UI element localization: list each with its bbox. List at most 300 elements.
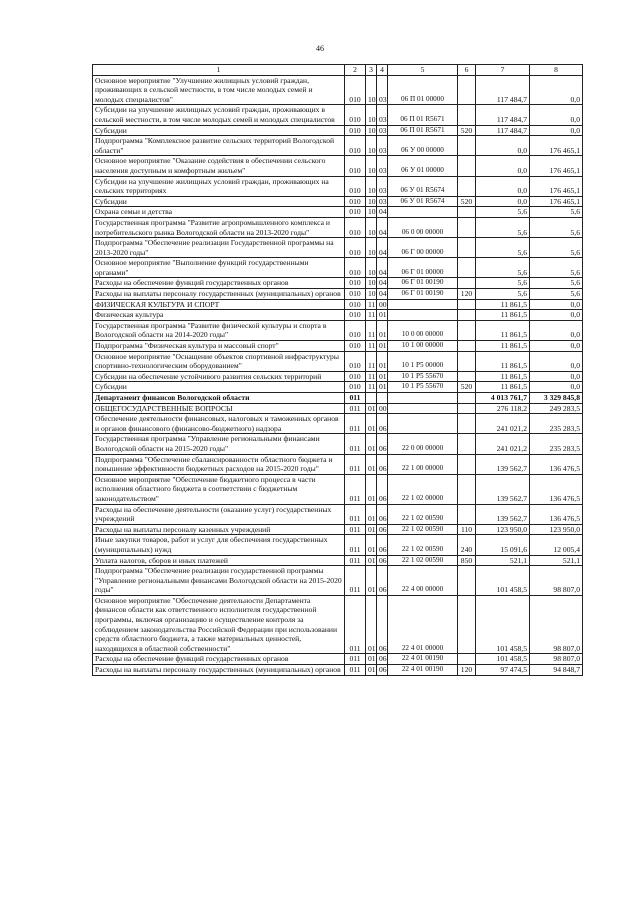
row-target-article-code: 22 4 01 00000	[388, 595, 458, 654]
row-expense-type-code	[458, 299, 476, 310]
row-subsection-code: 00	[377, 403, 388, 414]
row-expense-type-code: 120	[458, 289, 476, 300]
row-subsection-code: 03	[377, 136, 388, 156]
row-ministry-code: 010	[345, 207, 366, 218]
table-row	[93, 474, 583, 504]
row-ministry-code: 011	[345, 535, 366, 555]
row-subsection-code: 06	[377, 566, 388, 596]
row-name: Основное мероприятие "Выполнение функций государственными органами"	[93, 258, 345, 278]
row-subsection-code: 01	[377, 371, 388, 382]
row-expense-type-code	[458, 351, 476, 371]
table-row	[93, 136, 583, 156]
row-section-code: 10	[366, 289, 377, 300]
row-name: Основное мероприятие "Оказание содействия в обеспечении сельского населения доступным и комфортным жильем"	[93, 156, 345, 176]
row-ministry-code: 011	[345, 393, 366, 404]
row-amount-year-2: 0,0	[530, 125, 583, 136]
row-name: Основное мероприятие "Обеспечение деятельности Департамента финансов области как ответственного исполнителя государственной программы, включая организацию и осуществление контроля за соблюдением законодательства Российской Федерации при использовании средств областного бюджета, а также материальных ценностей, находящихся в областной собственности"	[93, 595, 345, 654]
row-expense-type-code: 520	[458, 125, 476, 136]
row-name: ОБЩЕГОСУДАРСТВЕННЫЕ ВОПРОСЫ	[93, 403, 345, 414]
row-ministry-code: 010	[345, 289, 366, 300]
row-target-article-code: 22 0 00 00000	[388, 434, 458, 454]
table-row	[93, 196, 583, 207]
row-expense-type-code	[458, 207, 476, 218]
row-expense-type-code	[458, 371, 476, 382]
row-subsection-code: 03	[377, 105, 388, 125]
row-amount-year-2: 12 005,4	[530, 535, 583, 555]
row-target-article-code: 06 П 01 R5671	[388, 105, 458, 125]
row-ministry-code: 010	[345, 105, 366, 125]
row-amount-year-1: 5,6	[476, 289, 530, 300]
row-name: Основное мероприятие "Обеспечение бюджетного процесса в части исполнения областного бюджета в соответствии с бюджетным законодательством"	[93, 474, 345, 504]
row-ministry-code: 010	[345, 341, 366, 352]
row-amount-year-1: 123 950,0	[476, 524, 530, 535]
row-amount-year-2: 176 465,1	[530, 156, 583, 176]
row-amount-year-1: 11 861,5	[476, 371, 530, 382]
row-target-article-code: 06 Г 01 00190	[388, 278, 458, 289]
row-ministry-code: 011	[345, 454, 366, 474]
row-target-article-code: 22 1 02 00590	[388, 504, 458, 524]
row-expense-type-code	[458, 393, 476, 404]
row-amount-year-1: 97 474,5	[476, 665, 530, 676]
row-expense-type-code	[458, 156, 476, 176]
row-ministry-code: 011	[345, 654, 366, 665]
row-name: Расходы на обеспечение функций государственных органов	[93, 278, 345, 289]
row-name: Подпрограмма "Обеспечение реализации Государственной программы на 2013-2020 годы"	[93, 238, 345, 258]
column-header: 2	[345, 65, 366, 76]
row-expense-type-code	[458, 217, 476, 237]
row-target-article-code: 10 1 P5 55670	[388, 371, 458, 382]
row-ministry-code: 011	[345, 474, 366, 504]
row-section-code: 10	[366, 278, 377, 289]
row-target-article-code: 06 Г 01 00190	[388, 289, 458, 300]
row-section-code: 01	[366, 595, 377, 654]
row-amount-year-2: 176 465,1	[530, 196, 583, 207]
column-header: 7	[476, 65, 530, 76]
row-amount-year-1: 139 562,7	[476, 454, 530, 474]
row-section-code: 01	[366, 535, 377, 555]
row-amount-year-2: 0,0	[530, 105, 583, 125]
row-target-article-code: 06 У 01 00000	[388, 156, 458, 176]
row-expense-type-code	[458, 258, 476, 278]
row-name: Расходы на выплаты персоналу казенных учреждений	[93, 524, 345, 535]
row-amount-year-1: 139 562,7	[476, 474, 530, 504]
row-expense-type-code	[458, 75, 476, 105]
row-name: Субсидии на улучшение жилищных условий граждан, проживающих в сельской местности, в том числе молодых семей и молодых специалистов	[93, 105, 345, 125]
row-amount-year-1: 0,0	[476, 136, 530, 156]
row-target-article-code: 22 1 02 00590	[388, 524, 458, 535]
row-section-code: 01	[366, 566, 377, 596]
row-expense-type-code	[458, 474, 476, 504]
row-name: Субсидии на обеспечение устойчивого развития сельских территорий	[93, 371, 345, 382]
row-ministry-code: 010	[345, 75, 366, 105]
row-amount-year-1: 241 021,2	[476, 414, 530, 434]
row-amount-year-1: 5,6	[476, 278, 530, 289]
row-amount-year-2: 5,6	[530, 258, 583, 278]
table-row	[93, 310, 583, 321]
row-amount-year-2: 0,0	[530, 341, 583, 352]
row-section-code: 10	[366, 238, 377, 258]
row-amount-year-1: 11 861,5	[476, 341, 530, 352]
row-subsection-code: 06	[377, 434, 388, 454]
row-amount-year-2: 0,0	[530, 310, 583, 321]
row-amount-year-2: 123 950,0	[530, 524, 583, 535]
row-target-article-code: 22 4 00 00000	[388, 566, 458, 596]
row-expense-type-code	[458, 320, 476, 340]
row-target-article-code: 10 1 00 00000	[388, 341, 458, 352]
row-expense-type-code: 520	[458, 382, 476, 393]
row-amount-year-2: 235 283,5	[530, 414, 583, 434]
row-section-code: 01	[366, 434, 377, 454]
row-target-article-code: 06 У 01 R5674	[388, 196, 458, 207]
table-row	[93, 665, 583, 676]
row-section-code: 01	[366, 504, 377, 524]
row-name: Государственная программа "Развитие агропромышленного комплекса и потребительского рынка Вологодской области на 2013-2020 годы"	[93, 217, 345, 237]
row-section-code: 01	[366, 665, 377, 676]
row-subsection-code: 06	[377, 595, 388, 654]
row-ministry-code: 011	[345, 403, 366, 414]
row-section-code: 11	[366, 320, 377, 340]
budget-table	[92, 64, 583, 676]
row-subsection-code	[377, 393, 388, 404]
table-row	[93, 351, 583, 371]
row-name: Охрана семьи и детства	[93, 207, 345, 218]
row-target-article-code: 22 1 00 00000	[388, 454, 458, 474]
row-amount-year-2: 5,6	[530, 278, 583, 289]
row-expense-type-code	[458, 654, 476, 665]
row-ministry-code: 011	[345, 566, 366, 596]
row-expense-type-code	[458, 341, 476, 352]
row-amount-year-2: 5,6	[530, 207, 583, 218]
row-expense-type-code: 240	[458, 535, 476, 555]
row-target-article-code	[388, 393, 458, 404]
table-row	[93, 524, 583, 535]
table-row	[93, 289, 583, 300]
row-ministry-code: 010	[345, 136, 366, 156]
row-subsection-code: 03	[377, 156, 388, 176]
row-name: Обеспечение деятельности финансовых, налоговых и таможенных органов и органов финансового (финансово-бюджетного) надзора	[93, 414, 345, 434]
row-section-code: 10	[366, 196, 377, 207]
row-amount-year-1: 101 458,5	[476, 595, 530, 654]
row-expense-type-code	[458, 238, 476, 258]
row-amount-year-1: 11 861,5	[476, 382, 530, 393]
row-expense-type-code: 850	[458, 555, 476, 566]
row-amount-year-1: 5,6	[476, 217, 530, 237]
table-row	[93, 555, 583, 566]
row-section-code: 10	[366, 217, 377, 237]
row-name: Государственная программа "Развитие физической культуры и спорта в Вологодской области на 2014-2020 годы"	[93, 320, 345, 340]
row-name: Субсидии	[93, 125, 345, 136]
row-amount-year-1: 117 484,7	[476, 125, 530, 136]
table-row	[93, 371, 583, 382]
row-subsection-code: 04	[377, 258, 388, 278]
row-target-article-code: 22 4 01 00190	[388, 665, 458, 676]
row-expense-type-code	[458, 595, 476, 654]
row-expense-type-code	[458, 434, 476, 454]
row-amount-year-2: 136 476,5	[530, 504, 583, 524]
row-ministry-code: 010	[345, 196, 366, 207]
row-amount-year-2: 98 807,0	[530, 566, 583, 596]
row-section-code: 10	[366, 156, 377, 176]
row-amount-year-2: 98 807,0	[530, 595, 583, 654]
row-subsection-code: 01	[377, 382, 388, 393]
row-section-code: 11	[366, 310, 377, 321]
row-amount-year-1: 11 861,5	[476, 299, 530, 310]
row-amount-year-2: 3 329 845,8	[530, 393, 583, 404]
row-subsection-code: 03	[377, 125, 388, 136]
table-row	[93, 217, 583, 237]
row-ministry-code: 010	[345, 310, 366, 321]
row-ministry-code: 010	[345, 125, 366, 136]
row-subsection-code: 06	[377, 535, 388, 555]
row-name: Субсидии на улучшение жилищных условий граждан, проживающих на сельских территориях	[93, 176, 345, 196]
row-expense-type-code	[458, 414, 476, 434]
row-section-code: 01	[366, 454, 377, 474]
row-section-code: 10	[366, 258, 377, 278]
row-amount-year-2: 5,6	[530, 238, 583, 258]
table-row	[93, 207, 583, 218]
row-amount-year-2: 136 476,5	[530, 474, 583, 504]
row-name: Подпрограмма "Комплексное развитие сельских территорий Вологодской области"	[93, 136, 345, 156]
row-amount-year-2: 235 283,5	[530, 434, 583, 454]
row-section-code: 10	[366, 75, 377, 105]
row-section-code: 10	[366, 207, 377, 218]
row-target-article-code	[388, 403, 458, 414]
row-name: ФИЗИЧЕСКАЯ КУЛЬТУРА И СПОРТ	[93, 299, 345, 310]
row-section-code: 01	[366, 403, 377, 414]
row-amount-year-1: 11 861,5	[476, 310, 530, 321]
row-ministry-code: 011	[345, 434, 366, 454]
row-amount-year-1: 5,6	[476, 258, 530, 278]
row-name: Расходы на выплаты персоналу государственных (муниципальных) органов	[93, 289, 345, 300]
row-section-code: 11	[366, 371, 377, 382]
row-section-code: 10	[366, 176, 377, 196]
row-amount-year-2: 136 476,5	[530, 454, 583, 474]
row-subsection-code: 04	[377, 289, 388, 300]
row-target-article-code	[388, 207, 458, 218]
row-amount-year-1: 11 861,5	[476, 320, 530, 340]
row-name: Физическая культура	[93, 310, 345, 321]
row-target-article-code	[388, 310, 458, 321]
table-row	[93, 341, 583, 352]
row-name: Департамент финансов Вологодской области	[93, 393, 345, 404]
row-expense-type-code	[458, 504, 476, 524]
row-target-article-code: 22 1 02 00590	[388, 555, 458, 566]
row-subsection-code: 03	[377, 196, 388, 207]
row-expense-type-code: 110	[458, 524, 476, 535]
row-amount-year-2: 0,0	[530, 75, 583, 105]
row-subsection-code: 06	[377, 654, 388, 665]
row-expense-type-code	[458, 566, 476, 596]
table-row	[93, 105, 583, 125]
row-amount-year-2: 0,0	[530, 371, 583, 382]
row-subsection-code: 01	[377, 320, 388, 340]
row-ministry-code: 011	[345, 524, 366, 535]
row-target-article-code: 10 1 P5 00000	[388, 351, 458, 371]
row-target-article-code: 22 4 01 00190	[388, 654, 458, 665]
row-subsection-code: 04	[377, 207, 388, 218]
row-amount-year-2: 0,0	[530, 382, 583, 393]
row-ministry-code: 010	[345, 351, 366, 371]
table-row	[93, 434, 583, 454]
row-subsection-code: 03	[377, 75, 388, 105]
row-target-article-code: 10 0 00 00000	[388, 320, 458, 340]
table-row	[93, 278, 583, 289]
row-amount-year-1: 276 118,2	[476, 403, 530, 414]
row-amount-year-2: 0,0	[530, 320, 583, 340]
table-row	[93, 535, 583, 555]
table-row	[93, 414, 583, 434]
row-subsection-code: 06	[377, 414, 388, 434]
column-header: 1	[93, 65, 345, 76]
row-section-code: 01	[366, 474, 377, 504]
row-section-code: 01	[366, 654, 377, 665]
row-amount-year-1: 15 091,6	[476, 535, 530, 555]
row-expense-type-code	[458, 176, 476, 196]
row-section-code: 10	[366, 125, 377, 136]
table-row	[93, 258, 583, 278]
table-row	[93, 125, 583, 136]
row-target-article-code	[388, 414, 458, 434]
row-name: Расходы на обеспечение деятельности (оказание услуг) государственных учреждений	[93, 504, 345, 524]
row-amount-year-2: 0,0	[530, 299, 583, 310]
row-amount-year-2: 176 465,1	[530, 136, 583, 156]
row-name: Расходы на выплаты персоналу государственных (муниципальных) органов	[93, 665, 345, 676]
row-amount-year-2: 176 465,1	[530, 176, 583, 196]
table-row	[93, 176, 583, 196]
row-subsection-code: 06	[377, 504, 388, 524]
row-target-article-code: 06 0 00 00000	[388, 217, 458, 237]
row-name: Уплата налогов, сборов и иных платежей	[93, 555, 345, 566]
table-row	[93, 403, 583, 414]
row-amount-year-2: 94 848,7	[530, 665, 583, 676]
row-subsection-code: 04	[377, 278, 388, 289]
row-subsection-code: 06	[377, 454, 388, 474]
row-amount-year-1: 117 484,7	[476, 105, 530, 125]
column-header-row	[93, 65, 583, 76]
row-expense-type-code	[458, 278, 476, 289]
table-row	[93, 75, 583, 105]
row-subsection-code: 06	[377, 555, 388, 566]
row-name: Подпрограмма "Обеспечение реализации государственной программы "Управление региональными финансами Вологодской области на 2015-2020 годы"	[93, 566, 345, 596]
row-ministry-code: 010	[345, 238, 366, 258]
row-expense-type-code	[458, 105, 476, 125]
row-ministry-code: 010	[345, 382, 366, 393]
row-section-code: 10	[366, 105, 377, 125]
row-amount-year-1: 0,0	[476, 176, 530, 196]
row-subsection-code: 06	[377, 665, 388, 676]
table-row	[93, 238, 583, 258]
table-row	[93, 156, 583, 176]
table-row	[93, 393, 583, 404]
row-subsection-code: 01	[377, 310, 388, 321]
row-target-article-code: 06 Г 00 00000	[388, 238, 458, 258]
row-subsection-code: 06	[377, 474, 388, 504]
row-subsection-code: 03	[377, 176, 388, 196]
row-section-code: 01	[366, 555, 377, 566]
table-row	[93, 320, 583, 340]
row-amount-year-1: 139 562,7	[476, 504, 530, 524]
row-subsection-code: 00	[377, 299, 388, 310]
row-subsection-code: 06	[377, 524, 388, 535]
row-amount-year-1: 5,6	[476, 207, 530, 218]
column-header: 5	[388, 65, 458, 76]
row-expense-type-code	[458, 310, 476, 321]
row-target-article-code: 22 1 02 00000	[388, 474, 458, 504]
row-amount-year-2: 5,6	[530, 217, 583, 237]
row-ministry-code: 010	[345, 217, 366, 237]
table-row	[93, 504, 583, 524]
table-row	[93, 454, 583, 474]
row-target-article-code: 22 1 02 00590	[388, 535, 458, 555]
row-amount-year-2: 5,6	[530, 289, 583, 300]
row-subsection-code: 01	[377, 351, 388, 371]
row-ministry-code: 011	[345, 504, 366, 524]
row-subsection-code: 01	[377, 341, 388, 352]
row-name: Подпрограмма "Обеспечение сбалансированности областного бюджета и повышение эффективности бюджетных расходов на 2015-2020 годы"	[93, 454, 345, 474]
row-ministry-code: 011	[345, 665, 366, 676]
column-header: 4	[377, 65, 388, 76]
row-target-article-code: 06 Г 01 00000	[388, 258, 458, 278]
row-name: Подпрограмма "Физическая культура и массовый спорт"	[93, 341, 345, 352]
row-name: Государственная программа "Управление региональными финансами Вологодской области на 2015-2020 годы"	[93, 434, 345, 454]
row-ministry-code: 010	[345, 258, 366, 278]
row-amount-year-1: 5,6	[476, 238, 530, 258]
row-target-article-code: 06 У 01 R5674	[388, 176, 458, 196]
row-section-code: 11	[366, 382, 377, 393]
page-number: 46	[316, 44, 324, 53]
row-amount-year-1: 4 013 761,7	[476, 393, 530, 404]
row-ministry-code: 010	[345, 320, 366, 340]
row-ministry-code: 010	[345, 371, 366, 382]
row-amount-year-2: 521,1	[530, 555, 583, 566]
row-name: Субсидии	[93, 196, 345, 207]
row-amount-year-1: 241 021,2	[476, 434, 530, 454]
row-amount-year-1: 521,1	[476, 555, 530, 566]
row-name: Расходы на обеспечение функций государственных органов	[93, 654, 345, 665]
row-expense-type-code: 520	[458, 196, 476, 207]
column-header: 6	[458, 65, 476, 76]
row-expense-type-code: 120	[458, 665, 476, 676]
row-name: Иные закупки товаров, работ и услуг для обеспечения государственных (муниципальных) нужд	[93, 535, 345, 555]
row-amount-year-1: 11 861,5	[476, 351, 530, 371]
row-section-code: 11	[366, 341, 377, 352]
row-section-code: 10	[366, 136, 377, 156]
table-row	[93, 382, 583, 393]
row-amount-year-1: 101 458,5	[476, 566, 530, 596]
row-section-code: 11	[366, 299, 377, 310]
row-amount-year-2: 249 283,5	[530, 403, 583, 414]
table-row	[93, 566, 583, 596]
row-subsection-code: 04	[377, 217, 388, 237]
column-header: 8	[530, 65, 583, 76]
row-section-code: 01	[366, 524, 377, 535]
row-ministry-code: 011	[345, 555, 366, 566]
row-ministry-code: 010	[345, 176, 366, 196]
row-ministry-code: 011	[345, 414, 366, 434]
row-subsection-code: 04	[377, 238, 388, 258]
row-section-code: 11	[366, 351, 377, 371]
row-amount-year-1: 0,0	[476, 156, 530, 176]
row-ministry-code: 010	[345, 156, 366, 176]
row-target-article-code: 06 У 00 00000	[388, 136, 458, 156]
row-ministry-code: 010	[345, 278, 366, 289]
table-row	[93, 654, 583, 665]
row-target-article-code: 10 1 P5 55670	[388, 382, 458, 393]
row-amount-year-2: 0,0	[530, 351, 583, 371]
row-expense-type-code	[458, 136, 476, 156]
row-amount-year-1: 0,0	[476, 196, 530, 207]
table-row	[93, 595, 583, 654]
